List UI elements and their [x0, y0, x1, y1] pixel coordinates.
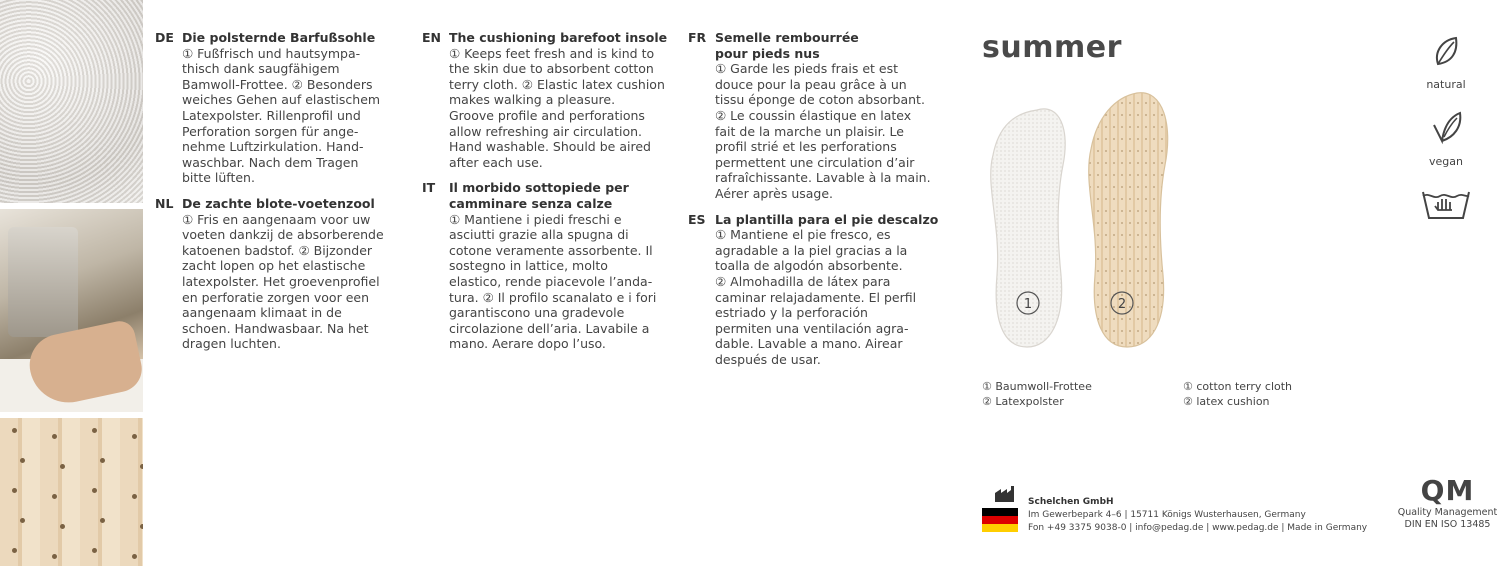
- section-title: Semelle rembourrée pour pieds nus: [715, 30, 859, 61]
- insoles-illustration: [975, 85, 1175, 355]
- perforation-dot: [12, 428, 17, 433]
- perforation-dot: [92, 428, 97, 433]
- legend-item: ② Latexpolster: [982, 394, 1064, 408]
- latex-closeup-photo: [0, 418, 143, 566]
- vegan-label: vegan: [1429, 155, 1463, 168]
- leaf-icon: [1426, 32, 1466, 72]
- section-body: ① Fußfrisch und hautsympa- thisch dank saugfähigem Bamwoll-Frottee. ② Besonders weiches Gehen auf elastischem Latexpolster. Rillenprofil und Perforation sorgen für ange- nehme Luftzirkulation. Hand- waschbar. Nach dem Tragen bitte lüften.: [182, 45, 381, 186]
- perforation-dot: [52, 434, 57, 439]
- company-contact: Fon +49 3375 9038-0 | info@pedag.de | www.pedag.de | Made in Germany: [1028, 523, 1368, 533]
- perforation-dot: [132, 434, 137, 439]
- text-column-3: [688, 30, 958, 377]
- vegan-badge: [1418, 107, 1474, 168]
- section-body: ① Keeps feet fresh and is kind to the skin due to absorbent cotton terry cloth. ② Elastic latex cushion makes walking a pleasure. Groove profile and perforations allow refreshing air circulation. Hand washable. Should be aired after each use.: [449, 45, 665, 170]
- perforation-dot: [60, 524, 65, 529]
- section-en: [422, 30, 682, 170]
- lang-code: NL: [155, 195, 174, 211]
- sewing-photo: [0, 209, 143, 412]
- legend-en: [1183, 380, 1292, 409]
- perforation-dot: [20, 458, 25, 463]
- section-title: Die polsternde Barfußsohle: [182, 30, 376, 45]
- qm-logo: QM: [1420, 474, 1475, 507]
- lang-code: FR: [688, 30, 707, 45]
- section-it: [422, 180, 682, 352]
- perforation-dot: [92, 548, 97, 553]
- section-title: La plantilla para el pie descalzo: [715, 211, 939, 227]
- section-fr: [688, 30, 958, 202]
- section-body: ① Mantiene i piedi freschi e asciutti grazie alla spugna di cotone veramente assorbente. Il sostegno in lattice, molto elastico, rende piacevole l’anda- tura. ② Il profilo scanalato e i fori garantiscono una gradevole circolazione dell’aria. Lavabile a mano. Aerare dopo l’uso.: [449, 211, 657, 352]
- latex-insole: [1089, 93, 1168, 347]
- section-body: ① Garde les pieds frais et est douce pour la peau grâce à un tissu éponge de coton absorbant. ② Le coussin élastique en latex fait de la marche un plaisir. Le profil strié et les perforations permettent une circulation d’air rafraîchissante. Lavable à la main. Aérer après usage.: [715, 61, 931, 201]
- perforation-dot: [92, 488, 97, 493]
- qm-line-2: DIN EN ISO 13485: [1404, 519, 1491, 530]
- perforation-dot: [100, 458, 105, 463]
- perforation-dot: [52, 554, 57, 559]
- section-nl: [155, 196, 405, 352]
- perforation-dot: [132, 494, 137, 499]
- perforation-dot: [60, 464, 65, 469]
- perforation-dot: [140, 524, 143, 529]
- germany-flag-icon: [982, 508, 1018, 532]
- legend-item: ① Baumwoll-Frottee: [982, 380, 1092, 393]
- perforation-dot: [12, 548, 17, 553]
- natural-badge: [1418, 32, 1474, 91]
- handwash-badge: [1418, 184, 1474, 228]
- section-de: [155, 30, 405, 186]
- legend-de: [982, 380, 1092, 409]
- section-title: The cushioning barefoot insole: [449, 30, 668, 45]
- section-body: ① Fris en aangenaam voor uw voeten dankzij de absorberende katoenen badstof. ② Bijzonder zacht lopen op het elastische latexpolster. Het groevenprofiel en perforatie zorgen voor een aangenaam klimaat in de schoen. Handwasbaar. Na het dragen luchten.: [182, 211, 384, 352]
- company-name: Schelchen GmbH: [1028, 497, 1114, 507]
- lang-code: EN: [422, 30, 442, 45]
- perforation-dot: [52, 494, 57, 499]
- factory-icon: [994, 485, 1016, 503]
- vegan-leaf-icon: [1426, 107, 1466, 149]
- natural-label: natural: [1426, 78, 1466, 91]
- terry-cloth-photo: [0, 0, 143, 203]
- perforation-dot: [12, 488, 17, 493]
- legend-item: ① cotton terry cloth: [1183, 380, 1293, 393]
- section-es: [688, 212, 958, 368]
- section-title: De zachte blote-voetenzool: [182, 195, 375, 211]
- lang-code: IT: [422, 180, 436, 196]
- text-column-2: [422, 30, 682, 362]
- lang-code: ES: [688, 211, 706, 227]
- perforation-dot: [20, 518, 25, 523]
- legend-item: ② latex cushion: [1183, 394, 1270, 408]
- insole-mark-1: 1: [1023, 297, 1033, 312]
- section-body: ① Mantiene el pie fresco, es agradable a la piel gracias a la toalla de algodón absorbente. ② Almohadilla de látex para caminar relajadamente. El perfil estriado y la perforación permiten una ventilación agra- dable. Lavable a mano. Airear después de usar.: [715, 227, 917, 367]
- lang-code: DE: [155, 30, 174, 45]
- section-title: Il morbido sottopiede per camminare senza calze: [449, 180, 629, 211]
- product-name: summer: [982, 30, 1122, 65]
- handwash-icon: [1420, 184, 1472, 224]
- qm-line-1: Quality Management: [1397, 507, 1498, 518]
- insole-mark-2: 2: [1117, 297, 1127, 312]
- perforation-dot: [100, 518, 105, 523]
- text-column-1: [155, 30, 405, 362]
- perforation-dot: [132, 554, 137, 559]
- company-address: Im Gewerbepark 4–6 | 15711 Königs Wusterhausen, Germany: [1028, 510, 1306, 520]
- perforation-dot: [140, 464, 143, 469]
- sewing-machine-shape: [8, 227, 78, 337]
- terry-insole: [991, 109, 1065, 347]
- quality-mark: [1390, 475, 1500, 531]
